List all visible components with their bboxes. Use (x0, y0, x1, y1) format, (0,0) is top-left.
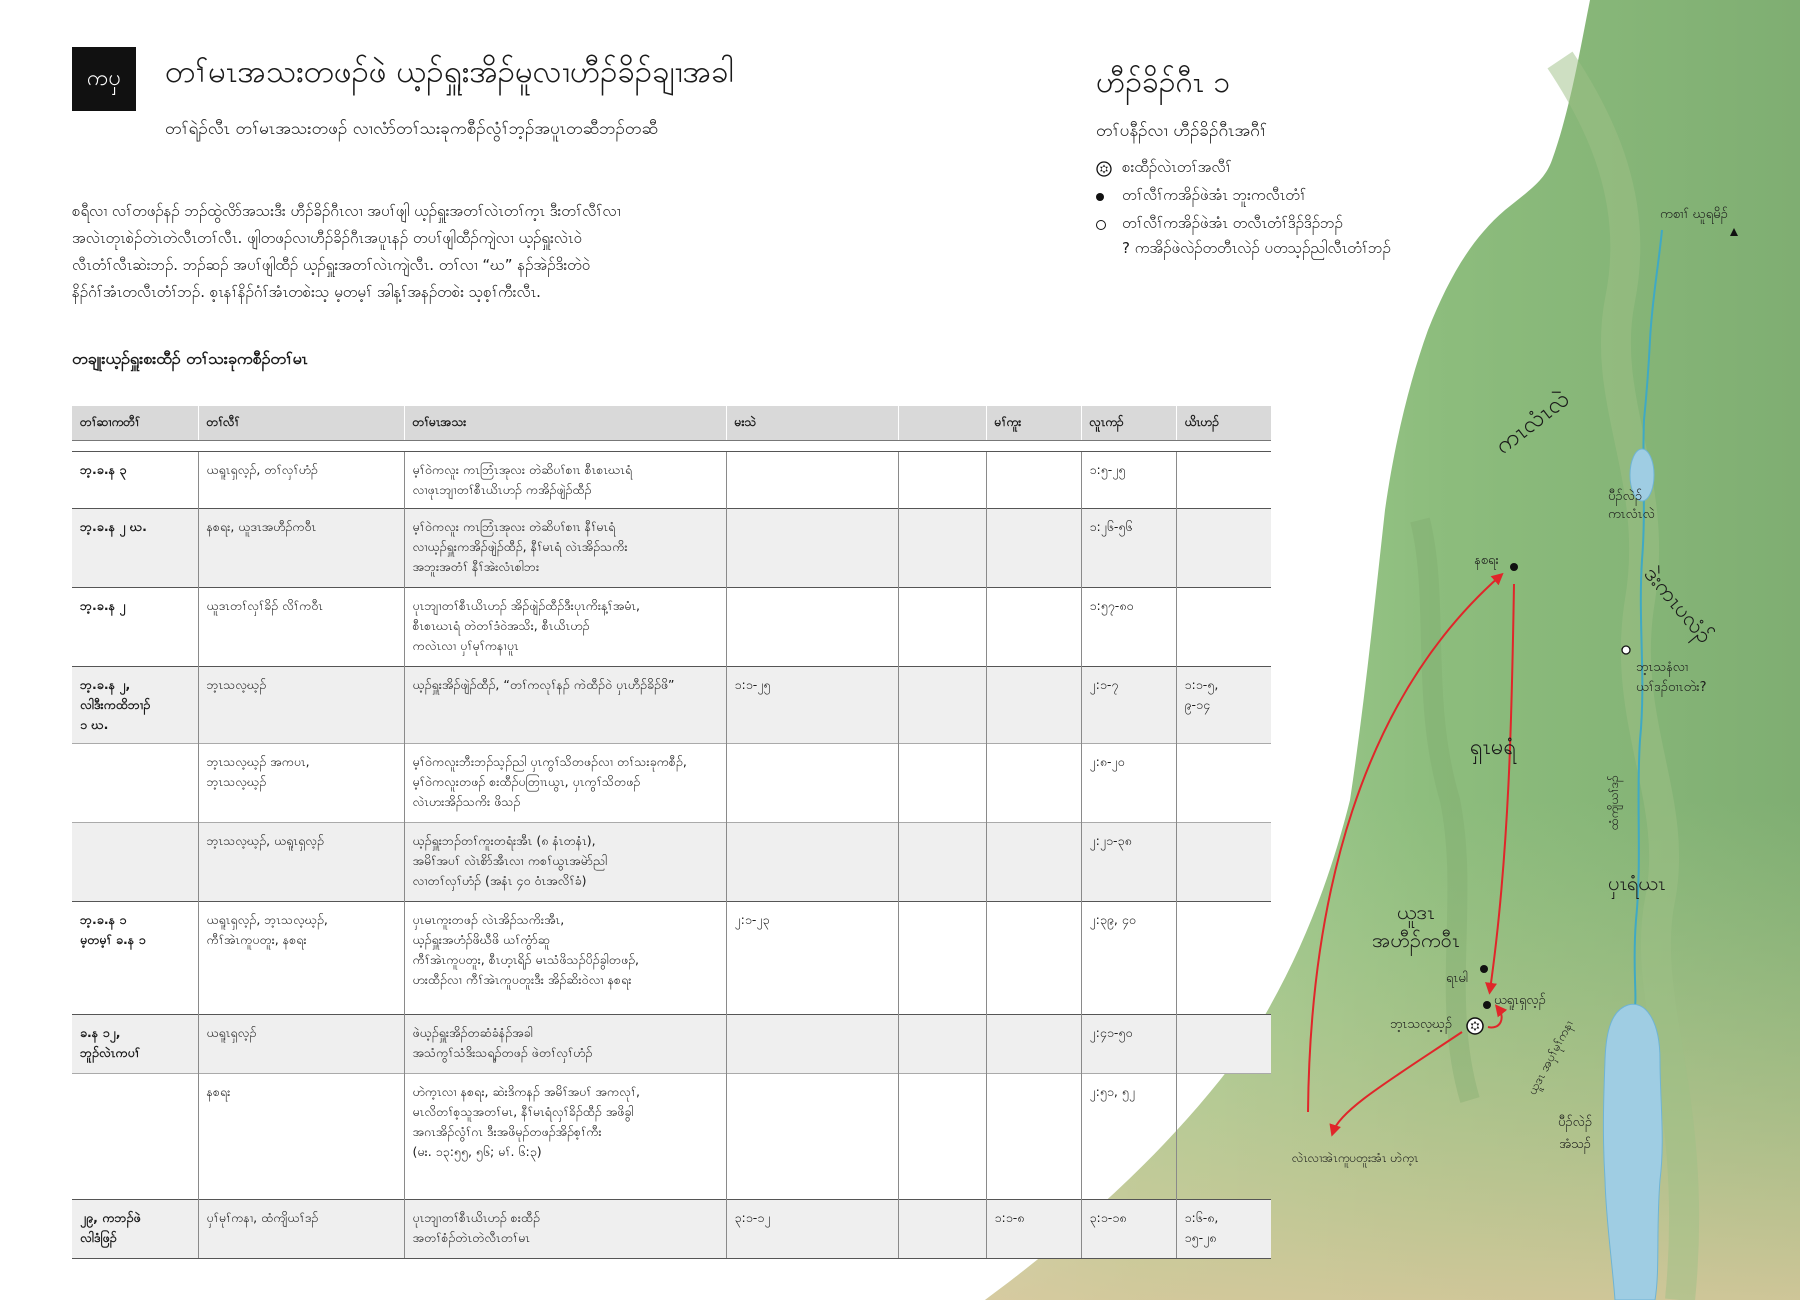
table-row (72, 452, 1271, 509)
label-hermon: ကစၢၢ် ဃူရမိၣ် (1660, 207, 1728, 222)
table-header-row (72, 406, 1271, 441)
legend-label: စးထီၣ်လဲၤတၢ်အလီၢ် (1122, 158, 1232, 176)
table-cell: ၂:၁-၂၃ (726, 902, 898, 1015)
table-cell: ပုၤဘျၢတၢ်စီၤယိၤဟၣ် အိၣ်ဖျဲၣ်ထီၣ်ဒီးပုၤကိးန့ၢ်အမံၤ, စီၤစၤဃၤရံ တဲတၢ်ဒံဝဲအသိး, စီၤယိၤဟၣ် ကလဲၤလၢ ပှၢ်မုၢ်ကနၢပူၤ (404, 588, 726, 667)
table-cell (72, 744, 198, 823)
table-cell (898, 667, 986, 744)
star-of-david-icon (1096, 161, 1122, 177)
table-cell: ယရူၤရှလ့ၣ်, တၢ်လှၢ်ဟံၣ် (198, 452, 404, 509)
table-cell: ယရူၤရှလ့ၣ် (198, 1015, 404, 1074)
legend-note: ? ကအိၣ်ဖဲလဲၣ်တတီၤလဲၣ် ပတသ့ၣ်ညါလီၤတံၢ်ဘၣ် (1122, 239, 1391, 257)
table-cell: ၁:၁-၈ (986, 1200, 1081, 1259)
table-cell: ၂:၄၁-၅၀ (1081, 1015, 1176, 1074)
legend-label: တၢ်လီၢ်ကအိၣ်ဖဲအံၤ တလီၤတံၢ်ဒိၣ်ဒိၣ်ဘၣ် (1122, 214, 1343, 232)
table-cell: ပှၢ်မုၢ်ကနၢ, ထံကျိယၢ်ဒၣ် (198, 1200, 404, 1259)
label-galilee: ကၤလံၤလဲ (1489, 384, 1575, 460)
table-row (72, 902, 1271, 1015)
map-subtitle: တၢ်ပနီၣ်လၢ ဟီၣ်ခိၣ်ဂီၤအဂီၢ် (1096, 121, 1267, 141)
table-cell (898, 1200, 986, 1259)
table-cell (1176, 452, 1271, 509)
label-judea: ယူဒၤ အဟီၣ်ကဝီၤ (1372, 900, 1460, 952)
legend-item (1096, 211, 1391, 239)
bethany-hollow-dot-icon (1622, 646, 1630, 654)
label-sea-of-galilee: ပီၣ်လဲၣ် ကၤလံၤလဲ (1608, 489, 1655, 522)
table-cell (726, 452, 898, 509)
map-title: ဟီၣ်ခိၣ်ဂီၤ ၁ (1096, 65, 1231, 100)
column-header: တၢ်လီၢ် (198, 406, 404, 441)
table-cell: ဘ့ၤသလ့ဃ့ၣ် အကပၤ, ဘ့ၤသလ့ဃ့ၣ် (198, 744, 404, 823)
table-cell (986, 667, 1081, 744)
column-header: တၢ်ဆၢကတီၢ် (72, 406, 198, 441)
label-to-egypt: လဲၤလၢအဲၤကူပတူးအံၤ ဟဲက့ၤ (1292, 1151, 1419, 1165)
table-cell: မ့ၢ်ဝဲကလူး ကၤဘြံၤအုလး တဲဆိပၢ်စၢၤ နီၢ်မၤရံ လၢယ့ၣ်ရှူးကအိၣ်ဖျဲၣ်ထီၣ်, နီၢ်မၤရံ လဲၤအိၣ်သကိး အဘူးအတံၢ် နီၢ်အဲးလံၤစါဘး (404, 509, 726, 588)
table-cell (72, 1074, 198, 1200)
table-cell (726, 509, 898, 588)
intro-line: လီၤတံၢ်လီၤဆဲးဘၣ်. ဘၣ်ဆၣ် အပၢ်ဖျါထီၣ် ယ့ၣ်ရှူးအတၢ်လဲၤကျဲလီၤ. တၢ်လၢ “ဃ” နၣ်အဲၣ်ဒိးတဲဝဲ (72, 256, 591, 274)
table-cell: ဟဲက့ၤလၢ နစရး, ဆဲးဒိကနၣ် အမိၢ်အပၢ် အကလုၢ်, မၤလိတၢ်စ့သူအတၢ်မၤ, နီၢ်မၤရံလှၢ်ခိၣ်ထီၣ် အဖိခွါ အဂၤအိၣ်လွံၢ်ဂၤ ဒီးအဖိမုၣ်တဖၣ်အိၣ်စ့ၢ်ကီး (မး. ၁၃:၅၅, ၅၆; မၢ်. ၆:၃) (404, 1074, 726, 1200)
column-header: လူၤကၣ် (1081, 406, 1176, 441)
events-table (72, 406, 1271, 1259)
table-row (72, 588, 1271, 667)
label-nazareth: နစရး (1474, 553, 1499, 568)
table-cell (72, 823, 198, 902)
legend-item (1096, 155, 1391, 183)
table-cell: ဘ့.ခ.န ၂ ဃ. (72, 509, 198, 588)
table-cell (898, 1074, 986, 1200)
table-cell: ၂:၈-၂၀ (1081, 744, 1176, 823)
page-title: တၢ်မၤအသးတဖၣ်ဖဲ ယ့ၣ်ရှူးအိၣ်မူလၢဟီၣ်ခိၣ်ချၢအခါ (165, 54, 734, 90)
table-cell (898, 1015, 986, 1074)
table-cell: ၂:၃၉, ၄၀ (1081, 902, 1176, 1015)
table-cell (1176, 588, 1271, 667)
table-cell: ဖဲယ့ၣ်ရှူးအိၣ်တဆံခံနံၣ်အခါ အသံကွၢ်သံဒိးသရ့ၣ်တဖၣ် ဖဲတၢ်လှၢ်ဟံၣ် (404, 1015, 726, 1074)
table-row (72, 823, 1271, 902)
table-row (72, 667, 1271, 744)
table-cell (1176, 509, 1271, 588)
intro-line: စရီလၢ လၢ်တဖၣ်နၣ် ဘၣ်ထွဲလိာ်အသးဒီး ဟီၣ်ခိၣ်ဂီၤလၢ အပၢ်ဖျါ ယ့ၣ်ရှူးအတၢ်လဲၤတၢ်က့ၤ ဒီးတၢ်လီၢ်လၢ (72, 202, 621, 220)
section-badge: ကၦ (72, 47, 136, 111)
table-cell: ၃:၁-၁၂ (726, 1200, 898, 1259)
table-cell: ဘ့.ခ.န ၁ မ့တမ့ၢ် ခ.န ၁ (72, 902, 198, 1015)
table-cell: ၂:၅၁, ၅၂ (1081, 1074, 1176, 1200)
table-cell (986, 509, 1081, 588)
bethlehem-star-icon (1467, 1018, 1483, 1034)
table-cell (898, 509, 986, 588)
label-decapolis: ဒဲးကၤပလံၣ် (1638, 561, 1717, 649)
table-cell (1176, 902, 1271, 1015)
intro-line: အလဲၤတုၤစဲၣ်တဲၤတဲလီၤတၢ်လီၤ. ဖျါတဖၣ်လၢဟီၣ်ခိၣ်ဂီၤအပူၤနၣ် တပၢ်ဖျါထီၣ်ကျဲလၢ ယ့ၣ်ရှူးလဲၤဝဲ (72, 229, 582, 247)
table-cell: ဘ့ၤသလ့ဃ့ၣ်, ယရူၤရှလ့ၣ် (198, 823, 404, 902)
table-cell: ပုၤဘျၢတၢ်စီၤယိၤဟၣ် စးထီၣ် အတၢ်စံၣ်တဲၤတဲလီၤတၢ်မၤ (404, 1200, 726, 1259)
hollow-dot-icon (1096, 220, 1106, 230)
table-cell: နစရး (198, 1074, 404, 1200)
table-cell (898, 902, 986, 1015)
table-cell (726, 588, 898, 667)
label-ramah: ရၤမါ (1446, 971, 1469, 986)
table-cell (1176, 823, 1271, 902)
intro-paragraph (72, 198, 772, 306)
table-body (72, 441, 1271, 1259)
label-bethany: ဘ့ၤသနံလၢ ယၢ်ဒၣ်ဝၢၤတဲး? (1636, 660, 1707, 695)
table-cell: ယူဒၤတၢ်လှၢ်ခိၣ် လိၢ်ကဝီၤ (198, 588, 404, 667)
label-jordan: ထံကျိယၢ်ဒၣ် (1607, 775, 1621, 830)
table-cell (986, 823, 1081, 902)
table-cell (986, 1015, 1081, 1074)
table-cell: ခ.န ၁၂, ဘူၣ်လဲၤကပၢ် (72, 1015, 198, 1074)
table-cell (986, 452, 1081, 509)
table-cell: ၁:၅၇-၈၀ (1081, 588, 1176, 667)
table-cell (726, 744, 898, 823)
ramah-dot-icon (1480, 965, 1488, 973)
table-cell: ပှၤမၤကူးတဖၣ် လဲၤအိၣ်သကိးအီၤ, ယ့ၣ်ရှူးအဟံၣ်ဖိဃီဖိ ယၢ်ကွံာ်ဆူ ကီၢ်အဲၤကူပတူး, စီၤဟ့ၤရိၣ် မၤသံဖိသၣ်ပိၣ်ခွါတဖၣ်, ဟးထီၣ်လၢ ကီၢ်အဲၤကူပတူးဒီး အိၣ်ဆိးဝဲလၢ နစရး (404, 902, 726, 1015)
table-cell: မ့ၢ်ဝဲကလူး ကၤဘြံၤအုလး တဲဆိပၢ်စၢၤ စီၤစၤဃၤရံ လၢဖုၤဘျၢတၢ်စီၤယိၤဟၣ် ကအိၣ်ဖျဲၣ်ထီၣ် (404, 452, 726, 509)
spacer-cell (72, 441, 1271, 452)
table-cell (726, 1015, 898, 1074)
label-dead-sea: ပီၣ်လဲၣ် အံသၣ် (1558, 1115, 1593, 1152)
label-judean-wilderness: ယူဒၤ အပှၢ်မုၢ်ကနၢ (1524, 1018, 1576, 1098)
table-cell: ၁:၆-၈, ၁၅-၂၈ (1176, 1200, 1271, 1259)
legend-item (1096, 183, 1391, 211)
table-cell: နစရး, ယူဒၤအဟီၣ်ကဝီၤ (198, 509, 404, 588)
label-jerusalem: ယရူၤရှလ့ၣ် (1494, 993, 1546, 1008)
table-cell: ၂:၂၁-၃၈ (1081, 823, 1176, 902)
table-row (72, 1074, 1271, 1200)
table-cell (726, 823, 898, 902)
table-cell: ဘ့.ခ.န ၂, လါဒီးကထိဘၢၣ် ၁ ဃ. (72, 667, 198, 744)
table-cell (986, 1074, 1081, 1200)
table-cell: ယ့ၣ်ရှူးအိၣ်ဖျဲၣ်ထီၣ်, “တၢ်ကလုၢ်နၣ် ကဲထီၣ်ဝဲ ပှၤဟီၣ်ခိၣ်ဖိ” (404, 667, 726, 744)
table-cell (1176, 744, 1271, 823)
table-cell: ၁:၅-၂၅ (1081, 452, 1176, 509)
label-bethlehem: ဘ့ၤသလ့ဃ့ၣ် (1390, 1017, 1453, 1032)
table-cell (1176, 1015, 1271, 1074)
table-cell (726, 1074, 898, 1200)
column-header: ယိၤဟၣ် (1176, 406, 1271, 441)
table-cell: ၁:၁-၂၅ (726, 667, 898, 744)
table-row (72, 509, 1271, 588)
table-cell (986, 744, 1081, 823)
table-cell: မ့ၢ်ဝဲကလူးဘီးဘၣ်သ့ၣ်ညါ ပှၤကွၢ်သိတဖၣ်လၢ တၢ်သးခုကစီၣ်, မ့ၢ်ဝဲကလူးတဖၣ် စးထီၣ်ပတြၢၤယွၤ, ပှၤကွၢ်သိတဖၣ် လဲၤဟးအိၣ်သကိး ဖိသၣ် (404, 744, 726, 823)
label-samaria: ရှၤမရံ (1470, 735, 1517, 760)
table-cell: ၂၉, ကဘၣ်ဖဲ လါဒံဖြၣ် (72, 1200, 198, 1259)
table-row (72, 1200, 1271, 1259)
table-cell: ဘ့ၤသလ့ဃ့ၣ် (198, 667, 404, 744)
table-cell: ဘ့.ခ.န ၃ (72, 452, 198, 509)
table-title: တချုးယ့ၣ်ရှူးစးထီၣ် တၢ်သးခုကစီၣ်တၢ်မၤ (72, 349, 308, 368)
table-cell: ၁:၁-၅, ၉-၁၄ (1176, 667, 1271, 744)
table-cell (986, 588, 1081, 667)
column-header: တၢ်မၤအသး (404, 406, 726, 441)
column-header: မးသဲ (726, 406, 898, 441)
label-perea: ပှၤရံယၤ (1608, 871, 1666, 895)
table-row (72, 1015, 1271, 1074)
filled-dot-icon (1096, 193, 1104, 201)
column-header: မၢ်ကူး (986, 406, 1081, 441)
table-cell: ၂:၁-၇ (1081, 667, 1176, 744)
table-cell: ယရူၤရှလ့ၣ်, ဘ့ၤသလ့ဃ့ၣ်, ကီၢ်အဲၤကူပတူး, နစရး (198, 902, 404, 1015)
table-cell: ယ့ၣ်ရှူးဘၣ်တၢ်ကူးတရံးအီၤ (၈ နံၤတနံၤ), အမိၢ်အပၢ် လဲၤစိာ်အီၤလၢ ကစၢ်ယွၤအမဲာ်ညါ လၢတၢ်လှၢ်ဟံၣ် (အနံၤ ၄၀ ဝံၤအလိၢ်ခံ) (404, 823, 726, 902)
table-cell: ၃:၁-၁၈ (1081, 1200, 1176, 1259)
table-cell: ၁:၂၆-၅၆ (1081, 509, 1176, 588)
map-legend (1096, 155, 1391, 261)
spacer-row (72, 441, 1271, 452)
page-subtitle: တၢ်ရဲၣ်လီၤ တၢ်မၤအသးတဖၣ် လၢလံာ်တၢ်သးခုကစီၣ်လွံၢ်ဘ့ၣ်အပူၤတဆီဘၣ်တဆီ (165, 119, 658, 139)
column-header (898, 406, 986, 441)
nazareth-dot-icon (1510, 563, 1518, 571)
dead-sea (1603, 1004, 1662, 1300)
table-cell (898, 588, 986, 667)
legend-label: တၢ်လီၢ်ကအိၣ်ဖဲအံၤ ဘူးကလီၤတံၢ် (1122, 186, 1307, 204)
table-row (72, 744, 1271, 823)
jerusalem-dot-icon (1483, 1001, 1491, 1009)
table-cell (898, 744, 986, 823)
table-cell (898, 823, 986, 902)
table-cell (898, 452, 986, 509)
table-cell: ဘ့.ခ.န ၂ (72, 588, 198, 667)
table-cell (1176, 1074, 1271, 1200)
intro-line: နိၣ်ဂံၢ်အံၤတလီၤတံၢ်ဘၣ်. စ့ၤနၢ်နိၣ်ဂံၢ်အံၤတစဲးသ့ မ့တမ့ၢ် အါန့ၢ်အနၣ်တစဲး သ့စ့ၢ်ကီးလီၤ. (72, 283, 541, 301)
table-cell (986, 902, 1081, 1015)
